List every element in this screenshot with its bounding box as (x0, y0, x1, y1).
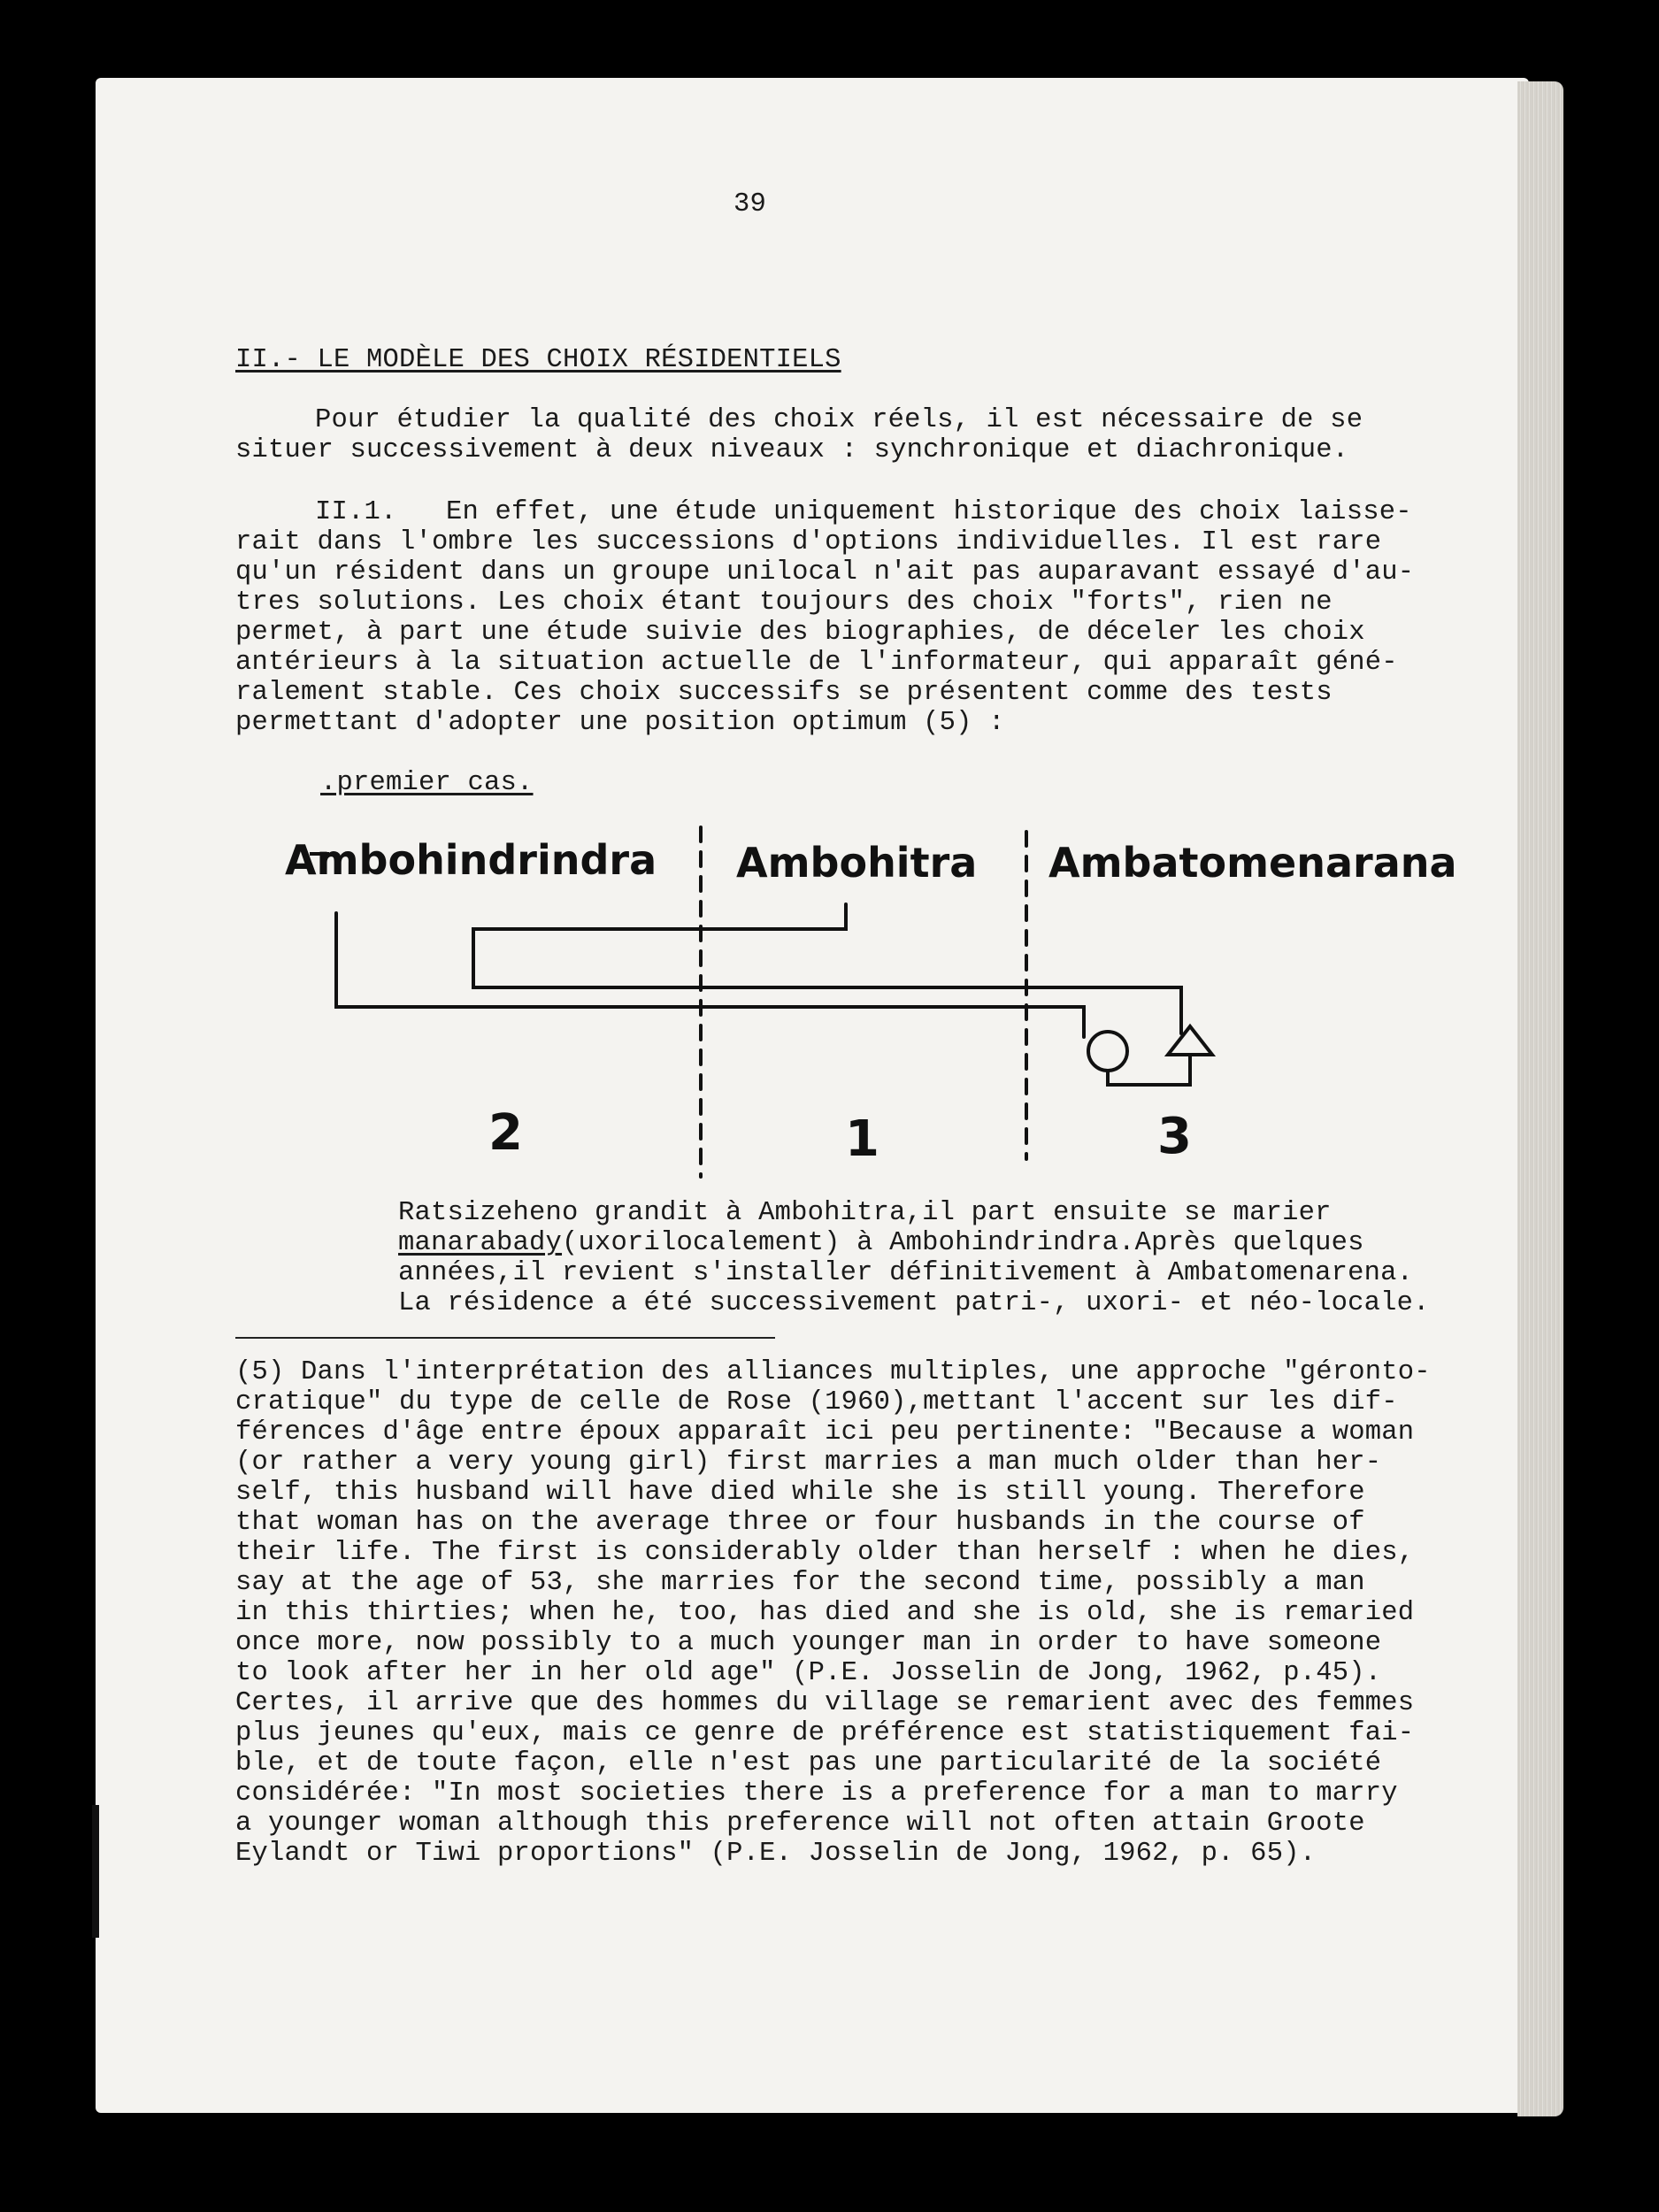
text-line: (5) Dans l'interprétation des alliances multiples, une approche "géronto- (235, 1357, 1431, 1387)
case-label: .premier cas. (320, 768, 534, 798)
underlined-term: manarabady (398, 1228, 563, 1258)
text-line: cratique" du type de celle de Rose (1960),mettant l'accent sur les dif- (235, 1387, 1398, 1417)
place-label-left: Ambohindrindra (285, 836, 657, 884)
text-line: II.1. En effet, une étude uniquement historique des choix laisse- (315, 497, 1412, 527)
text-line: La résidence a été successivement patri-, uxori- et néo-locale. (398, 1288, 1430, 1318)
text-line: ble, et de toute façon, elle n'est pas une particularité de la société (235, 1748, 1382, 1778)
text-line: manarabady(uxorilocalement) à Ambohindrindra.Après quelques (398, 1228, 1364, 1258)
text-line: rait dans l'ombre les successions d'options individuelles. Il est rare (235, 527, 1382, 557)
place-label-right: Ambatomenarana (1048, 839, 1457, 887)
female-circle (1088, 1032, 1127, 1071)
sequence-number: 3 (1157, 1108, 1192, 1165)
text-line: that woman has on the average three or four husbands in the course of (235, 1508, 1365, 1538)
text-line: tres solutions. Les choix étant toujours des choix "forts", rien ne (235, 588, 1333, 618)
text-line: plus jeunes qu'eux, mais ce genre de préférence est statistiquement fai- (235, 1718, 1415, 1748)
text-line: ralement stable. Ces choix successifs se présentent comme des tests (235, 678, 1333, 708)
sequence-number: 1 (845, 1110, 879, 1168)
marriage-line (1108, 1055, 1190, 1085)
text-line: Eylandt or Tiwi proportions" (P.E. Josselin de Jong, 1962, p. 65). (235, 1839, 1317, 1869)
text-line: to look after her in her old age" (P.E. Josselin de Jong, 1962, p.45). (235, 1658, 1382, 1688)
page-number: 39 (733, 189, 767, 219)
text-line: say at the age of 53, she marries for the second time, possibly a man (235, 1568, 1365, 1598)
footnote-rule (235, 1337, 775, 1339)
text-line: a younger woman although this preference will not often attain Groote (235, 1809, 1365, 1839)
text-line: férences d'âge entre époux apparaît ici peu pertinente: "Because a woman (235, 1417, 1415, 1448)
text-line: permet, à part une étude suivie des biographies, de déceler les choix (235, 618, 1365, 648)
text-line: in this thirties; when he, too, has died and she is old, she is remaried (235, 1598, 1415, 1628)
path-line (336, 913, 1084, 1037)
text-line: Ratsizeheno grandit à Ambohitra,il part ensuite se marier (398, 1198, 1332, 1228)
male-triangle (1168, 1026, 1212, 1055)
text-line: antérieurs à la situation actuelle de l'informateur, qui apparaît géné- (235, 648, 1398, 678)
text-line: qu'un résident dans un groupe unilocal n'ait pas auparavant essayé d'au- (235, 557, 1415, 588)
text-line: once more, now possibly to a much younger man in order to have someone (235, 1628, 1382, 1658)
text-line: considérée: "In most societies there is a preference for a man to marry (235, 1778, 1398, 1809)
text-line: Certes, il arrive que des hommes du village se remarient avec des femmes (235, 1688, 1415, 1718)
text-line: self, this husband will have died while she is still young. Therefore (235, 1478, 1365, 1508)
place-label-middle: Ambohitra (736, 839, 978, 887)
path-line (473, 904, 1181, 1033)
text-line: années,il revient s'installer définitivement à Ambatomenarena. (398, 1258, 1414, 1288)
text-line: Pour étudier la qualité des choix réels, il est nécessaire de se (315, 405, 1363, 435)
text-line: (or rather a very young girl) first marries a man much older than her- (235, 1448, 1382, 1478)
text-line: permettant d'adopter une position optimum (5) : (235, 708, 1005, 738)
text-line: their life. The first is considerably older than herself : when he dies, (235, 1538, 1415, 1568)
section-heading: II.- LE MODÈLE DES CHOIX RÉSIDENTIELS (235, 345, 841, 375)
text-line: situer successivement à deux niveaux : synchronique et diachronique. (235, 435, 1349, 465)
sequence-number: 2 (488, 1104, 523, 1162)
